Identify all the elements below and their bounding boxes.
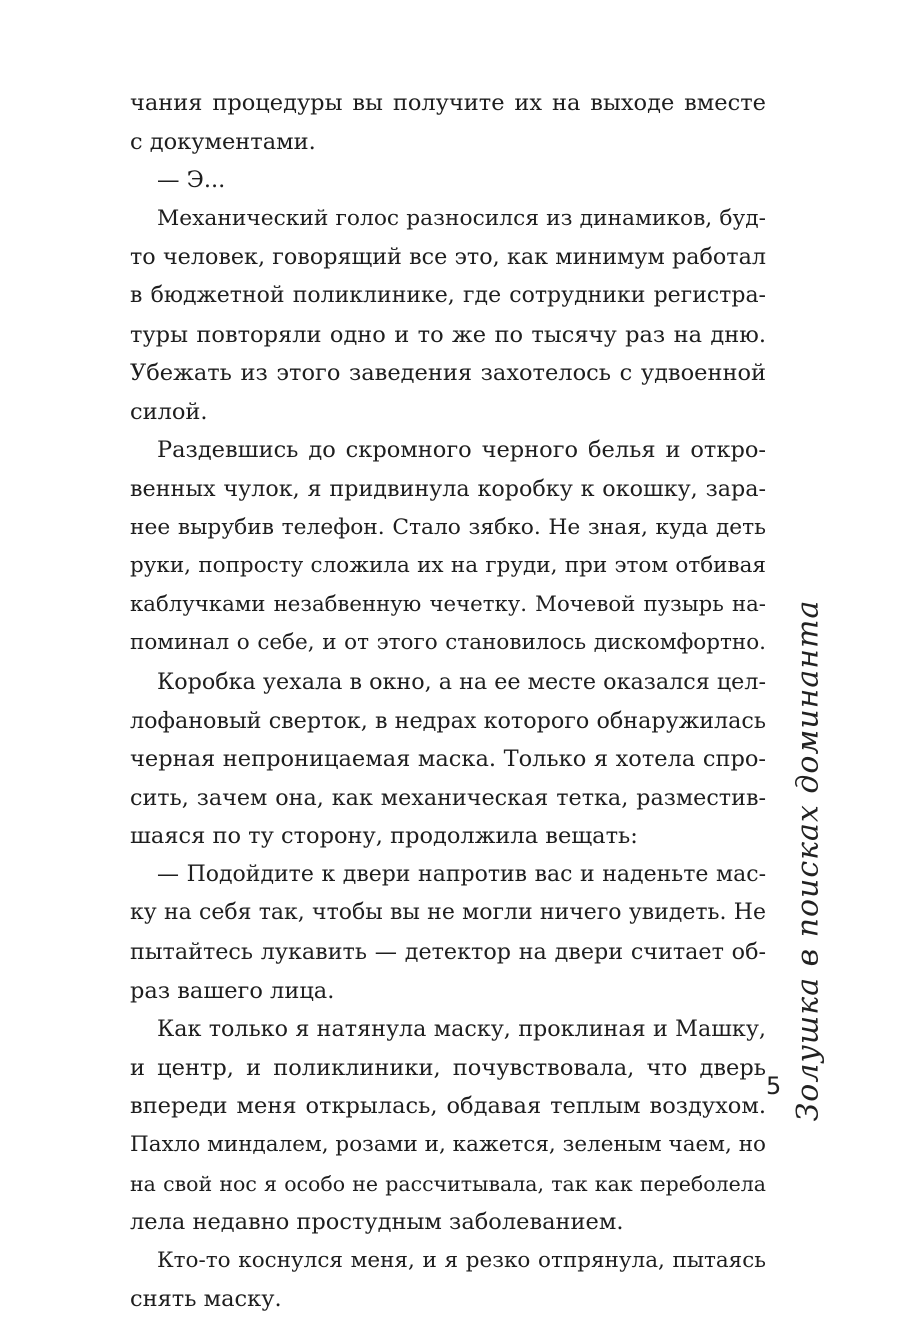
text-line: сить, зачем она, как механическая тетка, разместив- (130, 784, 766, 811)
text-line: силой. (130, 398, 208, 425)
text-line: — Э... (157, 167, 226, 194)
text-line: Коробка уехала в окно, а на ее месте оказался цел- (157, 668, 766, 695)
text-line: Механический голос разносился из динамиков, буд- (157, 205, 766, 231)
body-text (130, 84, 766, 1319)
text-line: то человек, говорящий все это, как минимум работал (130, 244, 766, 271)
text-line: и центр, и поликлиники, почувствовала, что дверь (130, 1054, 766, 1081)
text-line: лела недавно простудным заболеванием. (130, 1209, 624, 1236)
text-line: в бюджетной поликлинике, где сотрудники регистра- (130, 282, 766, 308)
text-line: ку на себя так, чтобы вы не могли ничего увидеть. Не (130, 900, 766, 926)
running-title (790, 599, 826, 1121)
running-title-text: Золушка в поисках доминанта (790, 599, 826, 1121)
text-line: поминал о себе, и от этого становилось дискомфортно. (130, 630, 766, 656)
text-line: черная непроницаемая маска. Только я хотела спро- (130, 746, 766, 773)
text-line: венных чулок, я придвинула коробку к окошку, зара- (130, 475, 766, 502)
text-line: руки, попросту сложила их на груди, при этом отбивая (130, 553, 766, 579)
text-line: пытайтесь лукавить — детектор на двери считает об- (130, 939, 766, 966)
text-line: туры повторяли одно и то же по тысячу раз на дню. (130, 321, 766, 348)
text-line: Кто-то коснулся меня, и я резко отпрянула, пытаясь (157, 1247, 766, 1273)
page-number: 5 (766, 1072, 782, 1100)
text-line: — Подойдите к двери напротив вас и наденьте мас- (157, 861, 766, 887)
text-line: Как только я натянула маску, проклиная и Машку, (157, 1016, 766, 1043)
text-line: нее вырубив телефон. Стало зябко. Не зная, куда деть (130, 514, 766, 540)
text-line: шаяся по ту сторону, продолжила вещать: (130, 823, 638, 850)
text-line: Пахло миндалем, розами и, кажется, зеленым чаем, но (130, 1132, 766, 1158)
text-line: Убежать из этого заведения захотелось с удвоенной (130, 360, 766, 387)
text-line: снять маску. (130, 1286, 282, 1313)
text-line: на свой нос я особо не рассчитывала, так как переболела (130, 1171, 766, 1196)
text-line: с документами. (130, 128, 316, 155)
text-line: лофановый сверток, в недрах которого обнаружилась (130, 707, 766, 734)
text-line: раз вашего лица. (130, 977, 335, 1004)
text-line: Раздевшись до скромного черного белья и откро- (157, 437, 766, 464)
text-line: впереди меня открылась, обдавая теплым воздухом. (130, 1093, 766, 1120)
text-line: каблучками незабвенную чечетку. Мочевой пузырь на- (130, 591, 766, 617)
text-line: чания процедуры вы получите их на выходе вместе (130, 90, 766, 116)
